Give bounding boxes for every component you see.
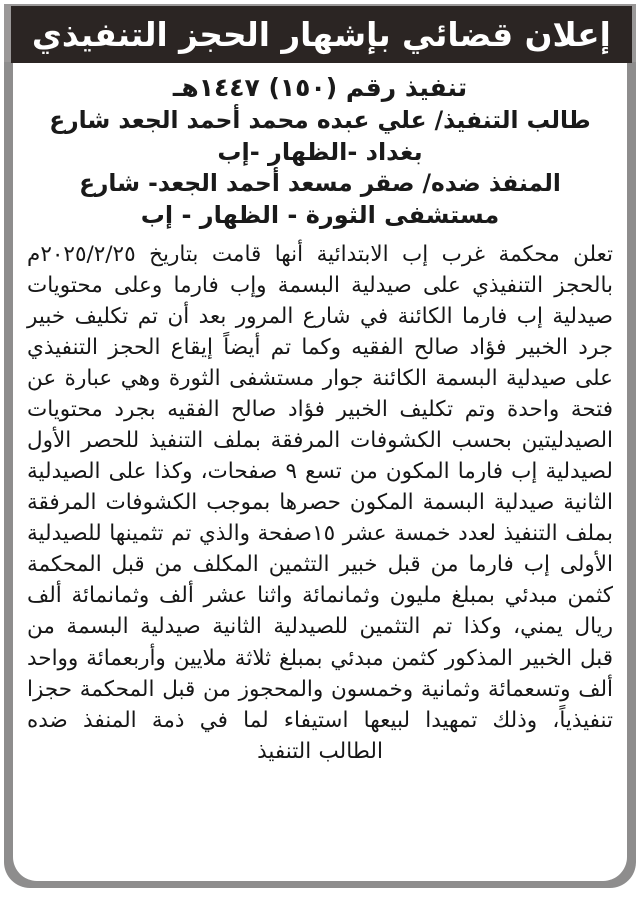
creditor-name-line: طالب التنفيذ/ علي عبده محمد أحمد الجعد شارع: [49, 106, 591, 134]
notice-card-inner: [13, 63, 627, 881]
notice-body: [27, 239, 613, 767]
debtor-name-line: المنفذ ضده/ صقر مسعد أحمد الجعد- شارع: [79, 169, 561, 198]
notice-headings: [27, 71, 613, 232]
notice-body-paragraph: تعلن محكمة غرب إب الابتدائية أنها قامت بتاريخ ٢٠٢٥/٢/٢٥م بالحجز التنفيذي على صيدلية البسمة وإب فارما وعلى محتويات صيدلية إب فارما الكائنة في شارع المرور بعد أن تم تكليف خبير جرد الخبير فؤاد صالح الفقيه وكما تم أيضاً إيقاع الحجز التنفيذي على صيدلية البسمة الكائنة جوار مستشفى الثورة وهي عبارة عن فتحة واحدة وتم تكليف الخبير فؤاد صالح الفقيه بجرد محتويات الصيدليتين بحسب الكشوفات المرفقة بملف التنفيذ للحصر الأول لصيدلية إب فارما المكون من تسع ٩ صفحات، وكذا على الصيدلية الثانية صيدلية البسمة المكون حصرها بموجب الكشوفات المرفقة بملف التنفيذ لعدد خمسة عشر ١٥صفحة والذي تم تثمينها للصيدلية الأولى إب فارما من قبل خبير التثمين المكلف من قبل المحكمة كثمن مبدئي بمبلغ مليون وثمانمائة واثنا عشر ألف وثمانمائة ألف ريال يمني، وكذا تم التثمين للصيدلية الثانية صيدلية البسمة من قبل الخبير المذكور كثمن مبدئي بمبلغ ثلاثة ملايين وأربعمائة وواحد ألف وتسعمائة وثمانية وخمسون والمحجوز من قبل المحكمة حجزا تنفيذياً، وذلك تمهيدا لبيعها استيفاء لما في ذمة المنفذ ضده الطالب التنفيذ: [27, 241, 613, 764]
creditor-address-line: بغداد -الظهار -إب: [217, 137, 423, 166]
debtor-address-line: مستشفى الثورة - الظهار - إب: [140, 201, 500, 230]
notice-header-banner: [11, 6, 632, 63]
notice-card: [13, 63, 627, 881]
notice-title: إعلان قضائي بإشهار الحجز التنفيذي: [32, 15, 611, 54]
case-number-line: تنفيذ رقم (١٥٠) ١٤٤٧هـ: [172, 73, 468, 102]
